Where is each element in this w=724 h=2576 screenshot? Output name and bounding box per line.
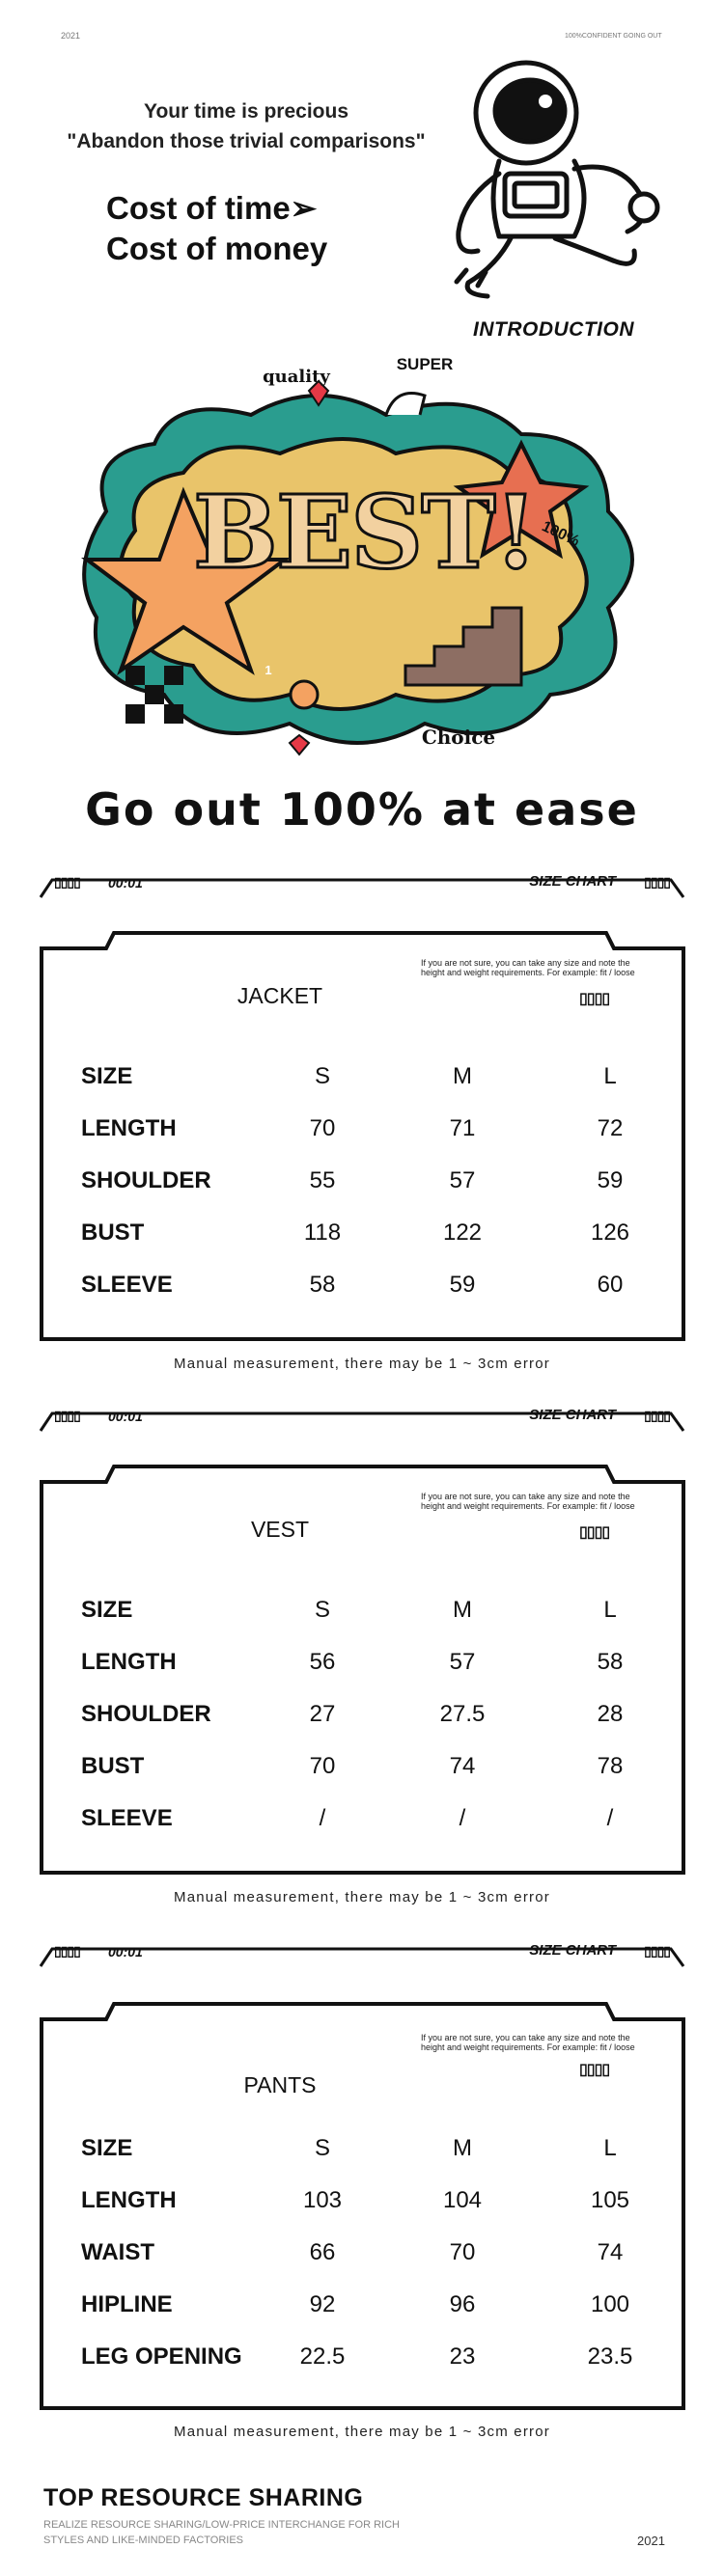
bar-label-left: 00:01	[108, 1944, 143, 1959]
bar-boxes-right: ▯▯▯▯	[644, 1943, 670, 1959]
row-label: SHOULDER	[81, 1701, 211, 1727]
cell: 70	[309, 1115, 336, 1141]
cell: 58	[597, 1649, 624, 1675]
doodle-one: 1	[265, 663, 272, 677]
cell: M	[453, 1597, 472, 1623]
astronaut-illustration	[430, 53, 681, 314]
cell: 27.5	[439, 1701, 486, 1727]
bar-label-right: SIZE CHART	[529, 1407, 616, 1423]
pants-size-card	[39, 2002, 687, 2410]
vest-size-card	[39, 1465, 687, 1875]
cell: /	[319, 1805, 326, 1831]
size-row	[81, 2343, 660, 2382]
cell: 58	[309, 1272, 336, 1298]
cell: L	[603, 1597, 617, 1623]
row-label: SLEEVE	[81, 1272, 173, 1298]
cell: S	[314, 2135, 330, 2161]
cell: 59	[449, 1272, 476, 1298]
size-chart-bar-1	[39, 870, 685, 901]
footer-title: TOP RESOURCE SHARING	[43, 2484, 364, 2511]
cell: 28	[597, 1701, 624, 1727]
hero-quote	[0, 96, 492, 156]
cell: 70	[449, 2239, 476, 2265]
cell: 59	[597, 1167, 624, 1193]
tagline: Go out 100% at ease	[85, 783, 639, 836]
size-row	[81, 2291, 660, 2330]
footer-subtitle: REALIZE RESOURCE SHARING/LOW-PRICE INTERCHANGE FOR RICH STYLES AND LIKE-MINDED FACTORIES	[43, 2519, 400, 2546]
cell: 126	[590, 1219, 630, 1246]
hero-line-2: "Abandon those trivial comparisons"	[67, 130, 426, 152]
cell: 122	[442, 1219, 483, 1246]
bar-boxes-left: ▯▯▯▯	[54, 874, 80, 890]
bar-boxes-left: ▯▯▯▯	[54, 1943, 80, 1959]
cell: 23	[449, 2343, 476, 2370]
size-note: If you are not sure, you can take any size and note the height and weight requirements. For example: fit / loose	[421, 1492, 635, 1511]
row-label: HIPLINE	[81, 2291, 173, 2317]
size-row	[81, 1701, 660, 1740]
doodle-best: BEST!	[193, 473, 537, 591]
cell: M	[453, 2135, 472, 2161]
cell: 104	[442, 2187, 483, 2213]
header-slogan: 100%CONFIDENT GOING OUT	[565, 33, 662, 40]
row-label: BUST	[81, 1219, 145, 1246]
introduction-label: INTRODUCTION	[473, 318, 634, 341]
cell: 74	[449, 1753, 476, 1779]
cell: L	[603, 2135, 617, 2161]
cell: 57	[449, 1167, 476, 1193]
cell: S	[314, 1063, 330, 1089]
size-row	[81, 1649, 660, 1687]
doodle-choice: Choice	[421, 726, 496, 749]
manual-note: Manual measurement, there may be 1 ~ 3cm error	[174, 1889, 550, 1905]
cell: 78	[597, 1753, 624, 1779]
manual-note: Manual measurement, there may be 1 ~ 3cm error	[174, 2424, 550, 2440]
cost-of-money: Cost of money	[106, 231, 328, 266]
doodle-percent: 100%	[539, 518, 582, 550]
size-row	[81, 1597, 660, 1635]
size-row	[81, 2135, 660, 2174]
hero-cost	[106, 188, 327, 269]
size-row	[81, 1805, 660, 1844]
cell: 96	[449, 2291, 476, 2317]
size-row	[81, 1219, 660, 1258]
row-label: LENGTH	[81, 2187, 177, 2213]
doodle-super: SUPER	[396, 355, 454, 373]
size-row	[81, 2187, 660, 2226]
bar-label-right: SIZE CHART	[529, 1942, 616, 1959]
cell: 118	[303, 1219, 342, 1246]
title-boxes: ▯▯▯▯	[579, 2062, 610, 2078]
row-label: SLEEVE	[81, 1805, 173, 1831]
cell: 74	[597, 2239, 624, 2265]
cell: 27	[309, 1701, 336, 1727]
bar-boxes-right: ▯▯▯▯	[644, 1408, 670, 1423]
cell: 72	[597, 1115, 624, 1141]
jacket-size-card	[39, 931, 687, 1341]
header-year: 2021	[61, 31, 81, 41]
cell: 22.5	[299, 2343, 346, 2370]
cell: 66	[309, 2239, 336, 2265]
cell: L	[603, 1063, 617, 1089]
bar-label-right: SIZE CHART	[529, 873, 616, 890]
title-boxes: ▯▯▯▯	[579, 991, 610, 1007]
manual-note: Manual measurement, there may be 1 ~ 3cm error	[174, 1356, 550, 1372]
cell: /	[606, 1805, 614, 1831]
row-label: LENGTH	[81, 1649, 177, 1675]
size-note: If you are not sure, you can take any size and note the height and weight requirements. For example: fit / loose	[421, 2033, 635, 2052]
size-row	[81, 1063, 660, 1102]
title-boxes: ▯▯▯▯	[579, 1524, 610, 1541]
row-label: SIZE	[81, 1063, 133, 1089]
size-row	[81, 1167, 660, 1206]
row-label: LENGTH	[81, 1115, 177, 1141]
cell: /	[459, 1805, 466, 1831]
bar-label-left: 00:01	[108, 875, 143, 891]
chart-title: JACKET	[237, 983, 323, 1008]
size-row	[81, 1753, 660, 1792]
cell: 105	[590, 2187, 630, 2213]
cell: 23.5	[587, 2343, 633, 2370]
size-chart-bar-2	[39, 1404, 685, 1435]
hero-line-1: Your time is precious	[144, 100, 348, 123]
bar-boxes-right: ▯▯▯▯	[644, 874, 670, 890]
cell: 55	[309, 1167, 336, 1193]
cell: 92	[309, 2291, 336, 2317]
size-row	[81, 1272, 660, 1310]
row-label: BUST	[81, 1753, 145, 1779]
cell: 70	[309, 1753, 336, 1779]
chart-title: VEST	[250, 1517, 310, 1542]
row-label: LEG OPENING	[81, 2343, 242, 2370]
cell: S	[314, 1597, 330, 1623]
cost-of-time: Cost of time➢	[106, 190, 318, 226]
chart-title: PANTS	[243, 2072, 317, 2097]
size-note: If you are not sure, you can take any size and note the height and weight requirements. For example: fit / loose	[421, 958, 635, 977]
size-row	[81, 1115, 660, 1154]
bar-boxes-left: ▯▯▯▯	[54, 1408, 80, 1423]
row-label: SIZE	[81, 2135, 133, 2161]
cell: 100	[590, 2291, 630, 2317]
size-chart-bar-3	[39, 1939, 685, 1970]
row-label: SIZE	[81, 1597, 133, 1623]
size-row	[81, 2239, 660, 2278]
footer-year: 2021	[637, 2534, 665, 2548]
cell: 56	[309, 1649, 336, 1675]
doodle-quality: quality	[263, 367, 330, 387]
bar-label-left: 00:01	[108, 1409, 143, 1424]
cell: 71	[449, 1115, 476, 1141]
cell: 57	[449, 1649, 476, 1675]
cell: 103	[302, 2187, 343, 2213]
row-label: SHOULDER	[81, 1167, 211, 1193]
cell: M	[453, 1063, 472, 1089]
row-label: WAIST	[81, 2239, 154, 2265]
cell: 60	[597, 1272, 624, 1298]
